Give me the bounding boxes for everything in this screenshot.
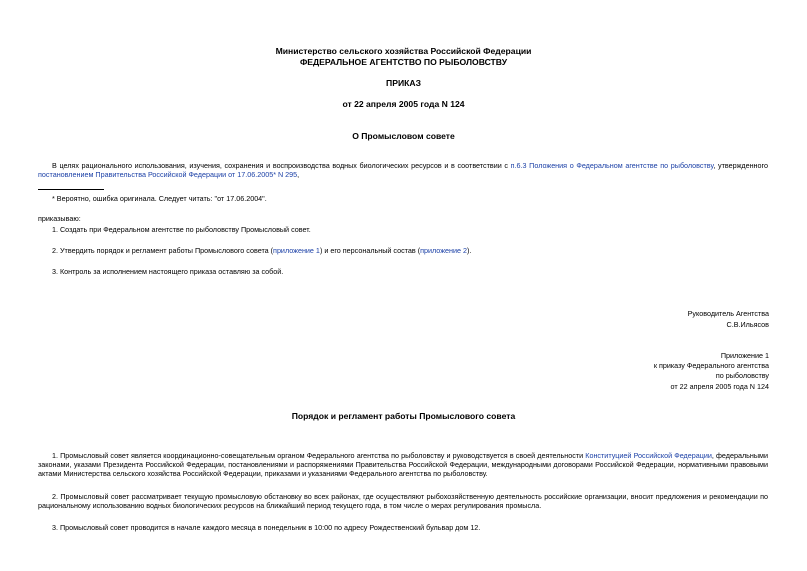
regulation-p1-text-a: 1. Промысловый совет является координационно-совещательным органом Федерального агентства по рыболовству и руководствуется в своей деятельности bbox=[52, 451, 586, 460]
agency-heading: ФЕДЕРАЛЬНОЕ АГЕНТСТВО ПО РЫБОЛОВСТВУ bbox=[299, 57, 508, 67]
intro-text-2: , утвержденного bbox=[713, 161, 768, 170]
signature-position: Руководитель Агентства bbox=[687, 309, 769, 318]
footnote: * Вероятно, ошибка оригинала. Следует читать: "от 17.06.2004". bbox=[52, 194, 267, 203]
link-government-resolution[interactable]: постановлением Правительства Российской Федерации от 17.06.2005* N 295 bbox=[38, 170, 298, 179]
appendix-line-3: по рыболовству bbox=[715, 371, 769, 380]
intro-text-1: В целях рационального использования, изучения, сохранения и воспроизводства водных биологических ресурсов и в соответствии с bbox=[52, 161, 511, 170]
appendix-line-2: к приказу Федерального агентства bbox=[653, 361, 769, 370]
regulation-paragraph-1 bbox=[38, 451, 768, 478]
ministry-heading: Министерство сельского хозяйства Российской Федерации bbox=[275, 46, 532, 56]
link-constitution[interactable]: Конституцией Российской Федерации bbox=[585, 451, 712, 460]
appendix-line-4: от 22 апреля 2005 года N 124 bbox=[670, 382, 769, 391]
regulation-paragraph-3: 3. Промысловый совет проводится в начале каждого месяца в понедельник в 10:00 по адресу Рождественский бульвар дом 12. bbox=[52, 523, 481, 532]
appendix-line-1: Приложение 1 bbox=[720, 351, 769, 360]
doc-type-heading: ПРИКАЗ bbox=[386, 78, 421, 88]
regulation-p1-text-b: , федеральными законами, указами Президента Российской Федерации, постановлениями и распоряжениями Правительства Российской Федерации, международными договорами Российской Федерации, нормативными правовыми актами Министерства сельского хозяйства Российской Федерации, приказами и указаниями Федерального агентства по рыболовству. bbox=[38, 451, 768, 478]
order-item-3: 3. Контроль за исполнением настоящего приказа оставляю за собой. bbox=[52, 267, 284, 276]
intro-paragraph bbox=[38, 161, 768, 179]
order-item-2 bbox=[52, 246, 471, 255]
order-item-1: 1. Создать при Федеральном агентстве по рыболовству Промысловый совет. bbox=[52, 225, 311, 234]
order-item-2-text-b: ) и его персональный состав ( bbox=[319, 246, 421, 255]
regulation-paragraph-2: 2. Промысловый совет рассматривает текущую промысловую обстановку во всех районах, где осуществляют рыбохозяйственную деятельность российские организации, вносит предложения и рекомендации по рациональному использованию водных биологических ресурсов на ближайший период текущего года, в том числе о мерах регулирования промысла. bbox=[38, 492, 768, 510]
link-regulation-clause[interactable]: п.6.3 Положения о Федеральном агентстве по рыболовству bbox=[510, 161, 714, 170]
doc-date-number: от 22 апреля 2005 года N 124 bbox=[342, 99, 465, 109]
intro-text-3: , bbox=[297, 170, 300, 179]
doc-subject: О Промысловом совете bbox=[352, 131, 455, 141]
link-appendix-2[interactable]: приложение 2 bbox=[420, 246, 467, 255]
footnote-divider bbox=[38, 189, 104, 190]
orders-word: приказываю: bbox=[38, 214, 81, 223]
signature-name: С.В.Ильясов bbox=[726, 320, 769, 329]
link-appendix-1[interactable]: приложение 1 bbox=[273, 246, 320, 255]
order-item-2-text-c: ). bbox=[466, 246, 472, 255]
order-item-2-text-a: 2. Утвердить порядок и регламент работы Промыслового совета ( bbox=[52, 246, 274, 255]
regulation-title: Порядок и регламент работы Промыслового совета bbox=[291, 411, 516, 421]
